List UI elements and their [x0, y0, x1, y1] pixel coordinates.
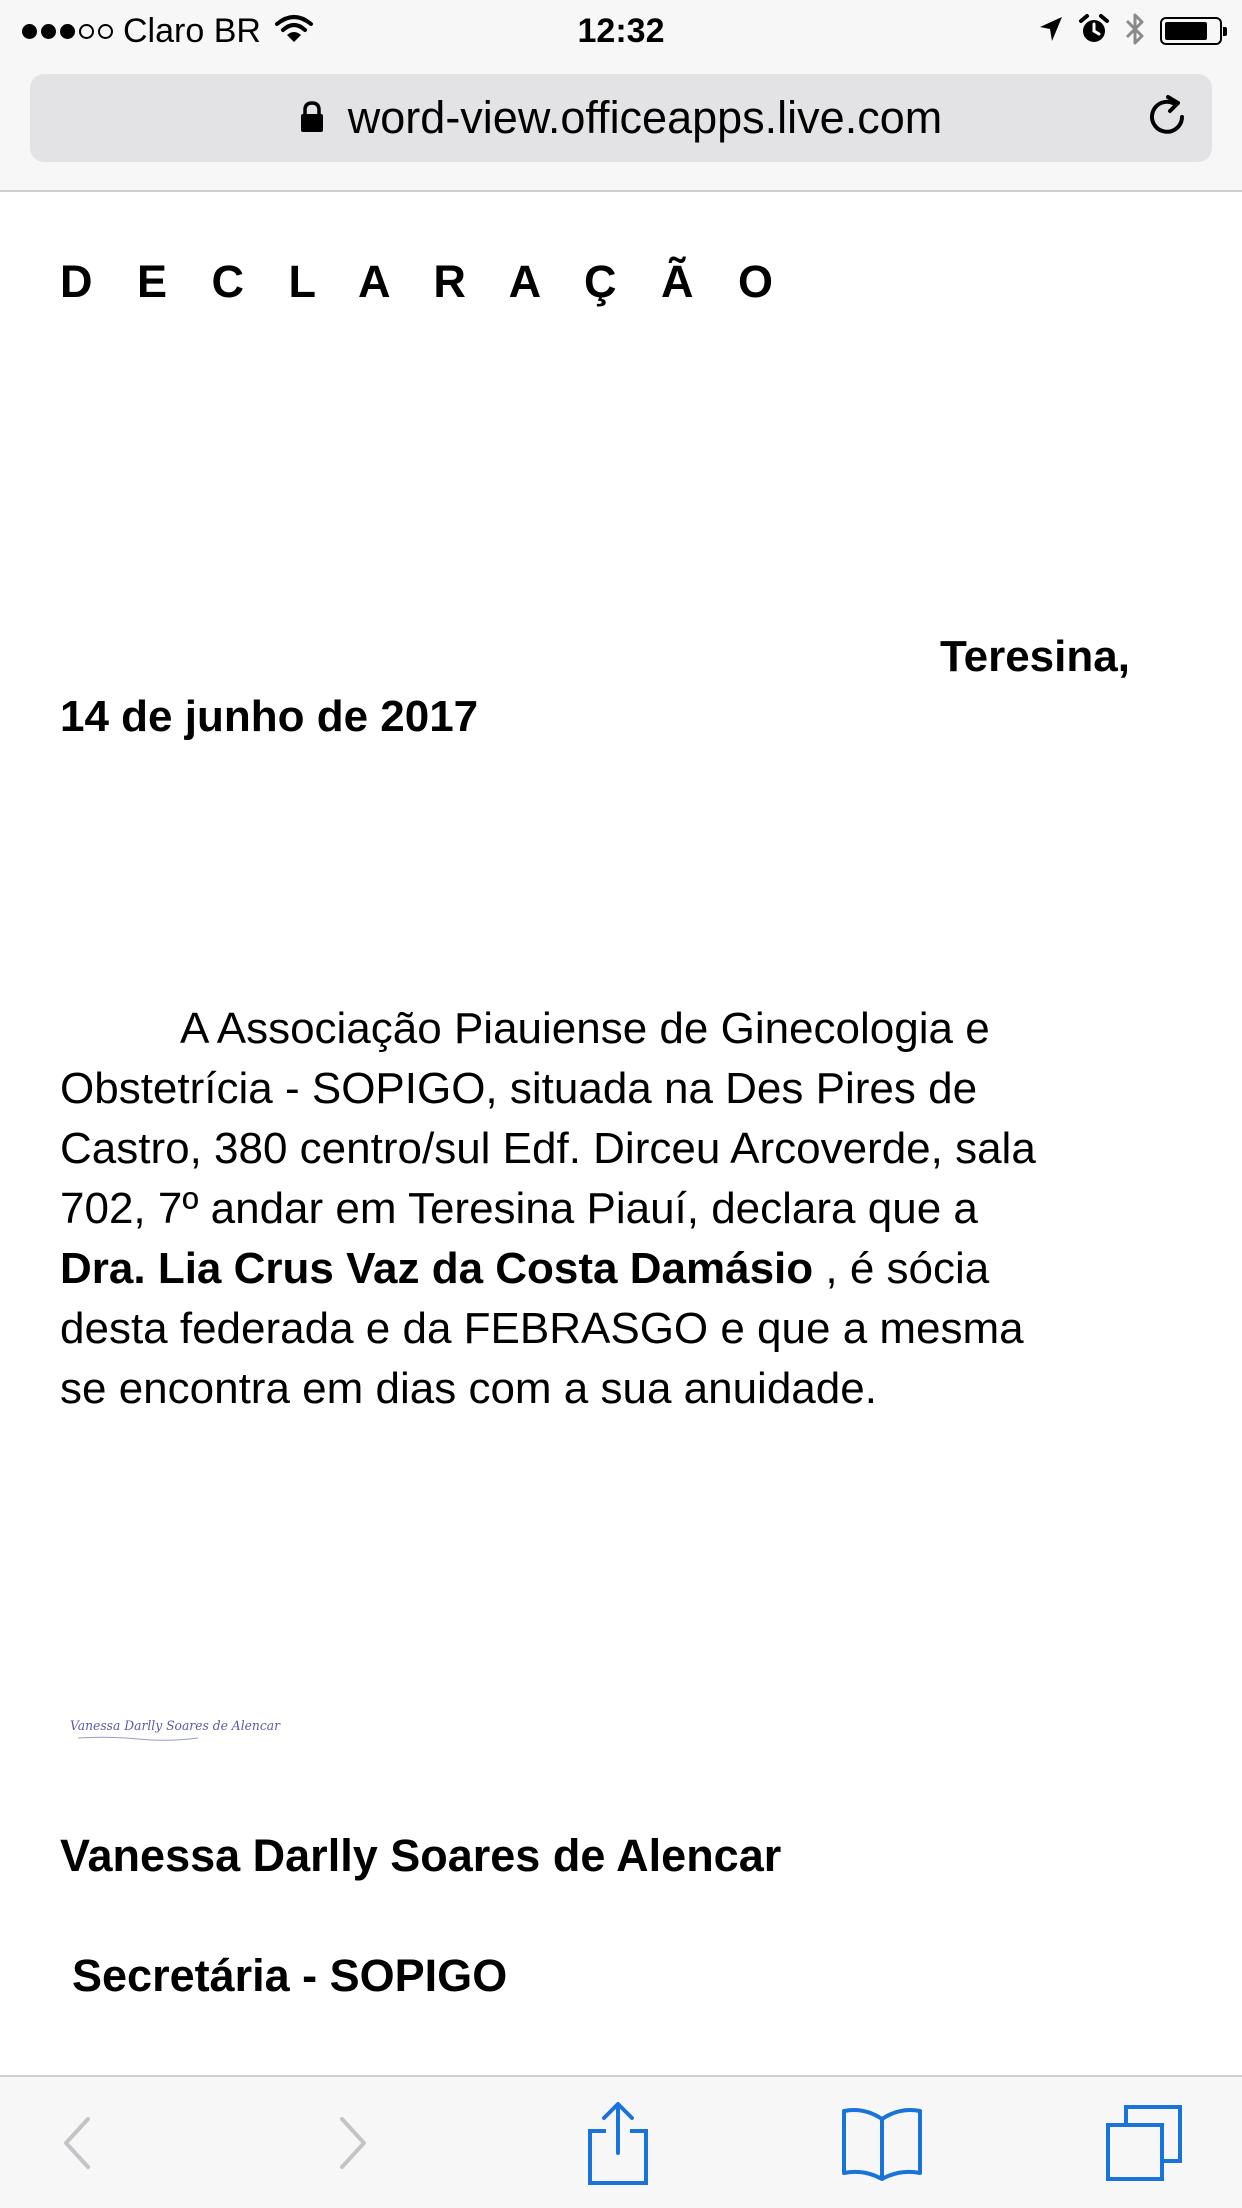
document-title: D E C L A R A Ç Ã O [60, 256, 790, 307]
tabs-button[interactable] [1104, 2105, 1184, 2185]
paragraph-line: desta federada e da FEBRASGO e que a mesma [60, 1304, 1024, 1353]
signer-role: Secretária - SOPIGO [72, 1950, 508, 2001]
doctor-name: Dra. Lia Crus Vaz da Costa Damásio [60, 1244, 814, 1293]
browser-toolbar [0, 2075, 1242, 2208]
reload-icon[interactable] [1144, 94, 1190, 145]
carrier-name: Claro BR [123, 12, 261, 50]
paragraph-line: 702, 7º andar em Teresina Piauí, declara que a [60, 1184, 978, 1233]
share-button[interactable] [578, 2105, 658, 2185]
document-city: Teresina, [940, 632, 1130, 681]
signature-text: Vanessa Darlly Soares de Alencar [70, 1719, 281, 1734]
status-bar [0, 0, 1242, 62]
location-arrow-icon [1038, 15, 1064, 48]
paragraph-line: Castro, 380 centro/sul Edf. Dirceu Arcoverde, sala [60, 1124, 1036, 1173]
document-date: 14 de junho de 2017 [60, 692, 479, 741]
document-page [0, 192, 1242, 2075]
paragraph-line: A Associação Piauiense de Ginecologia e [180, 1004, 990, 1053]
address-bar[interactable] [30, 74, 1212, 162]
tabs-icon [1104, 2103, 1184, 2188]
forward-icon [332, 2113, 372, 2178]
signature-image [68, 1710, 288, 1746]
url-display[interactable] [30, 74, 1212, 162]
bookmarks-icon [840, 2105, 924, 2186]
url-text: word-view.officeapps.live.com [347, 92, 943, 143]
back-button[interactable] [38, 2105, 118, 2185]
lock-icon [300, 92, 324, 144]
forward-button[interactable] [312, 2105, 392, 2185]
bluetooth-icon [1124, 12, 1146, 51]
address-bar-area [0, 62, 1242, 192]
declaration-paragraph [60, 999, 1200, 1419]
signer-name: Vanessa Darlly Soares de Alencar [60, 1830, 782, 1881]
back-icon [58, 2113, 98, 2178]
battery-icon [1160, 17, 1222, 45]
alarm-icon [1078, 13, 1110, 50]
paragraph-line: Obstetrícia - SOPIGO, situada na Des Pires de [60, 1064, 978, 1113]
share-icon [586, 2101, 650, 2190]
paragraph-line: se encontra em dias com a sua anuidade. [60, 1364, 877, 1413]
status-right [1038, 10, 1222, 52]
bookmarks-button[interactable] [842, 2105, 922, 2185]
status-time: 12:32 [577, 12, 665, 50]
paragraph-line: , é sócia [813, 1244, 990, 1293]
